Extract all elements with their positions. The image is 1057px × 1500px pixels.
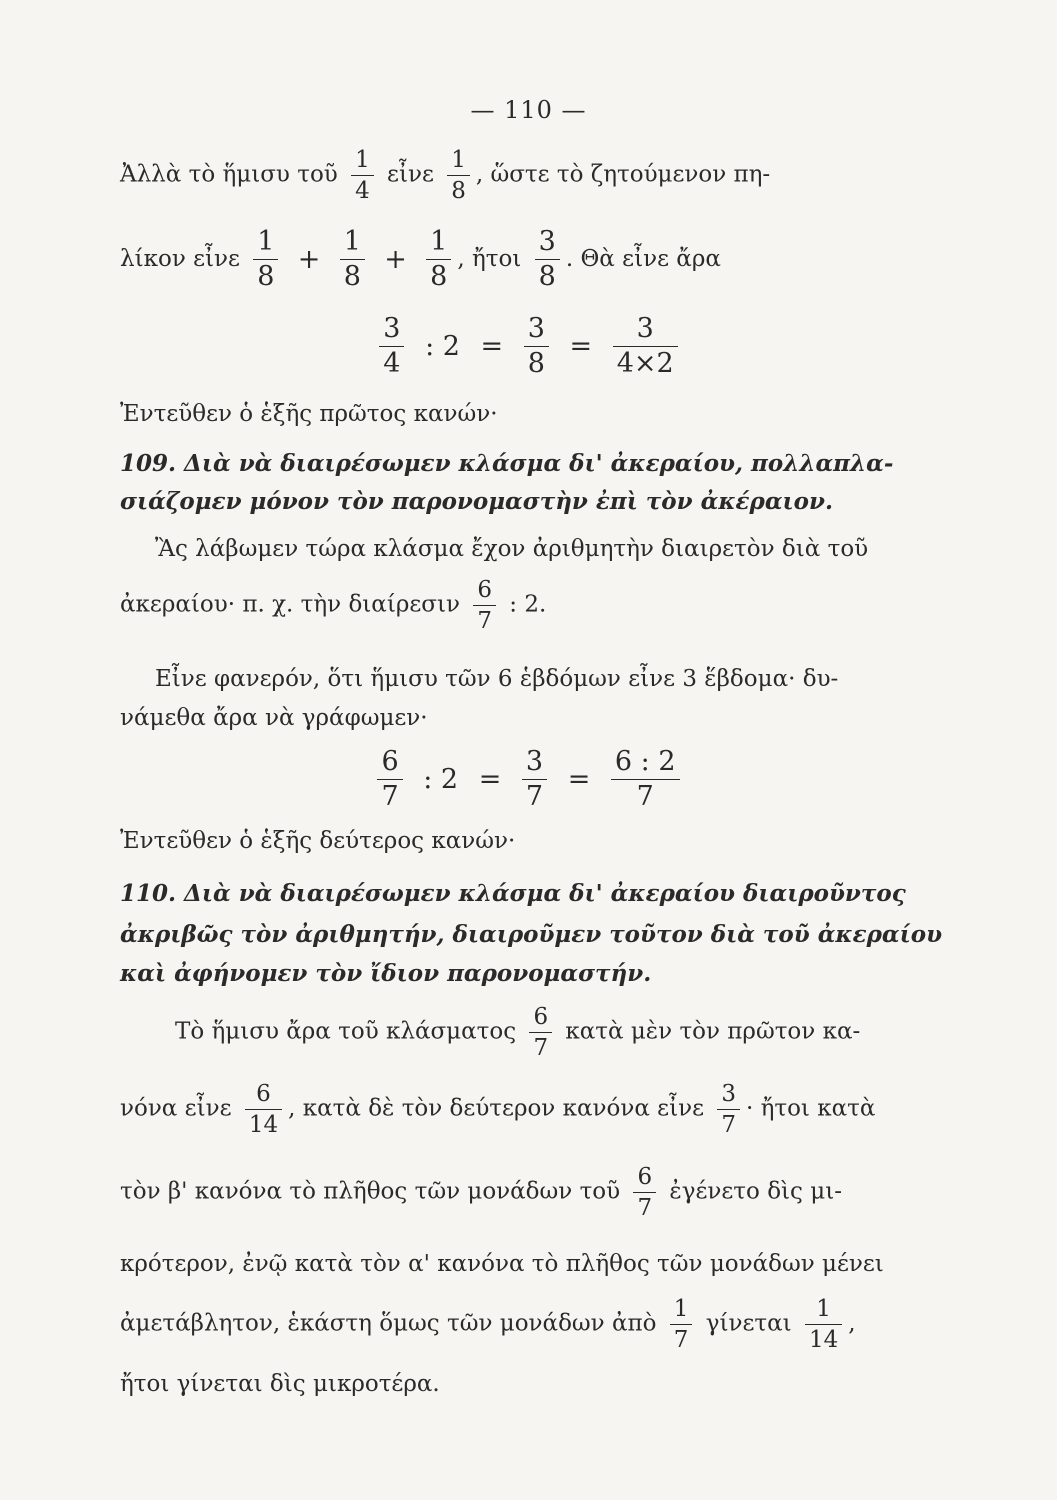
rule-109-line: 109. Διὰ νὰ διαιρέσωμεν κλάσμα δι' ἀκεραίου, πολλαπλα- [120,450,894,477]
fraction: $\frac{6 : 2}{7}$ [611,748,680,812]
fraction: $\frac{1}{7}$ [670,1297,693,1352]
fraction: $\frac{3}{7}$ [717,1082,740,1137]
fraction: $\frac{3}{8}$ [535,228,560,292]
paragraph-line: Ἀλλὰ τὸ ἥμισυ τοῦ $\frac{1}{4}$ εἶνε $\frac{1}{8}$ , ὥστε τὸ ζητούμενον πη- [120,147,771,205]
rule-109-line: σιάζομεν μόνον τὸν παρονομαστὴν ἐπὶ τὸν ἀκέραιον. [120,488,833,515]
fraction: $\frac{1}{8}$ [253,228,278,292]
fraction: $\frac{1}{8}$ [447,148,470,203]
fraction: $\frac{1}{4}$ [351,148,374,203]
fraction: $\frac{3}{7}$ [522,748,547,812]
fraction: $\frac{1}{8}$ [426,228,451,292]
paragraph-line: Τὸ ἥμισυ ἄρα τοῦ κλάσματος $\frac{6}{7}$ κατὰ μὲν τὸν πρῶτον κα- [175,1004,861,1062]
paragraph-line: τὸν β' κανόνα τὸ πλῆθος τῶν μονάδων τοῦ $\frac{6}{7}$ ἐγένετο δὶς μι- [120,1164,842,1222]
equation: $\frac{6}{7}$ : 2 = $\frac{3}{7}$ = $\frac{6 : 2}{7}$ [0,748,1057,812]
rule-110-line: ἀκριβῶς τὸν ἀριθμητήν, διαιροῦμεν τοῦτον διὰ τοῦ ἀκεραίου [120,921,943,948]
fraction: $\frac{3}{4\times 2}$ [613,315,678,379]
paragraph-line: νόνα εἶνε $\frac{6}{14}$ , κατὰ δὲ τὸν δεύτερον κανόνα εἶνε $\frac{3}{7}$ · ἤτοι κατὰ [120,1081,876,1139]
rule-110-line: καὶ ἀφήνομεν τὸν ἴδιον παρονομαστήν. [120,960,652,987]
paragraph-line: Εἶνε φανερόν, ὅτι ἥμισυ τῶν 6 ἑβδόμων εἶνε 3 ἕβδομα· δυ- [155,666,839,692]
fraction: $\frac{6}{7}$ [529,1005,552,1060]
fraction: $\frac{6}{14}$ [245,1082,282,1137]
rule-intro: Ἐντεῦθεν ὁ ἑξῆς πρῶτος κανών· [120,401,498,427]
fraction: $\frac{1}{14}$ [805,1297,842,1352]
paragraph-line: ἀμετάβλητον, ἑκάστη ὅμως τῶν μονάδων ἀπὸ $\frac{1}{7}$ γίνεται $\frac{1}{14}$ , [120,1296,856,1354]
fraction: $\frac{3}{8}$ [524,315,549,379]
fraction: $\frac{1}{8}$ [340,228,365,292]
fraction: $\frac{6}{7}$ [377,748,402,812]
paragraph-line: νάμεθα ἄρα νὰ γράφωμεν· [120,705,428,731]
paragraph-line: ἤτοι γίνεται δὶς μικροτέρα. [120,1371,440,1397]
paragraph-line: Ἂς λάβωμεν τώρα κλάσμα ἔχον ἀριθμητὴν διαιρετὸν διὰ τοῦ [155,536,869,562]
rule-110-line: 110. Διὰ νὰ διαιρέσωμεν κλάσμα δι' ἀκεραίου διαιροῦντος [120,880,906,907]
rule-intro: Ἐντεῦθεν ὁ ἑξῆς δεύτερος κανών· [120,828,516,854]
page-number: — 110 — [470,96,587,124]
equation: $\frac{3}{4}$ : 2 = $\frac{3}{8}$ = $\frac{3}{4\times 2}$ [0,315,1057,379]
paragraph-line: ἀκεραίου· π. χ. τὴν διαίρεσιν $\frac{6}{7}$ : 2. [120,577,547,635]
fraction: $\frac{6}{7}$ [473,578,496,633]
fraction: $\frac{6}{7}$ [633,1165,656,1220]
fraction: $\frac{3}{4}$ [379,315,404,379]
paragraph-line: κρότερον, ἐνῷ κατὰ τὸν α' κανόνα τὸ πλῆθος τῶν μονάδων μένει [120,1251,884,1277]
paragraph-line: λίκον εἶνε $\frac{1}{8}$ + $\frac{1}{8}$ + $\frac{1}{8}$ , ἤτοι $\frac{3}{8}$ . Θὰ εἶνε ἄρα [120,226,721,293]
